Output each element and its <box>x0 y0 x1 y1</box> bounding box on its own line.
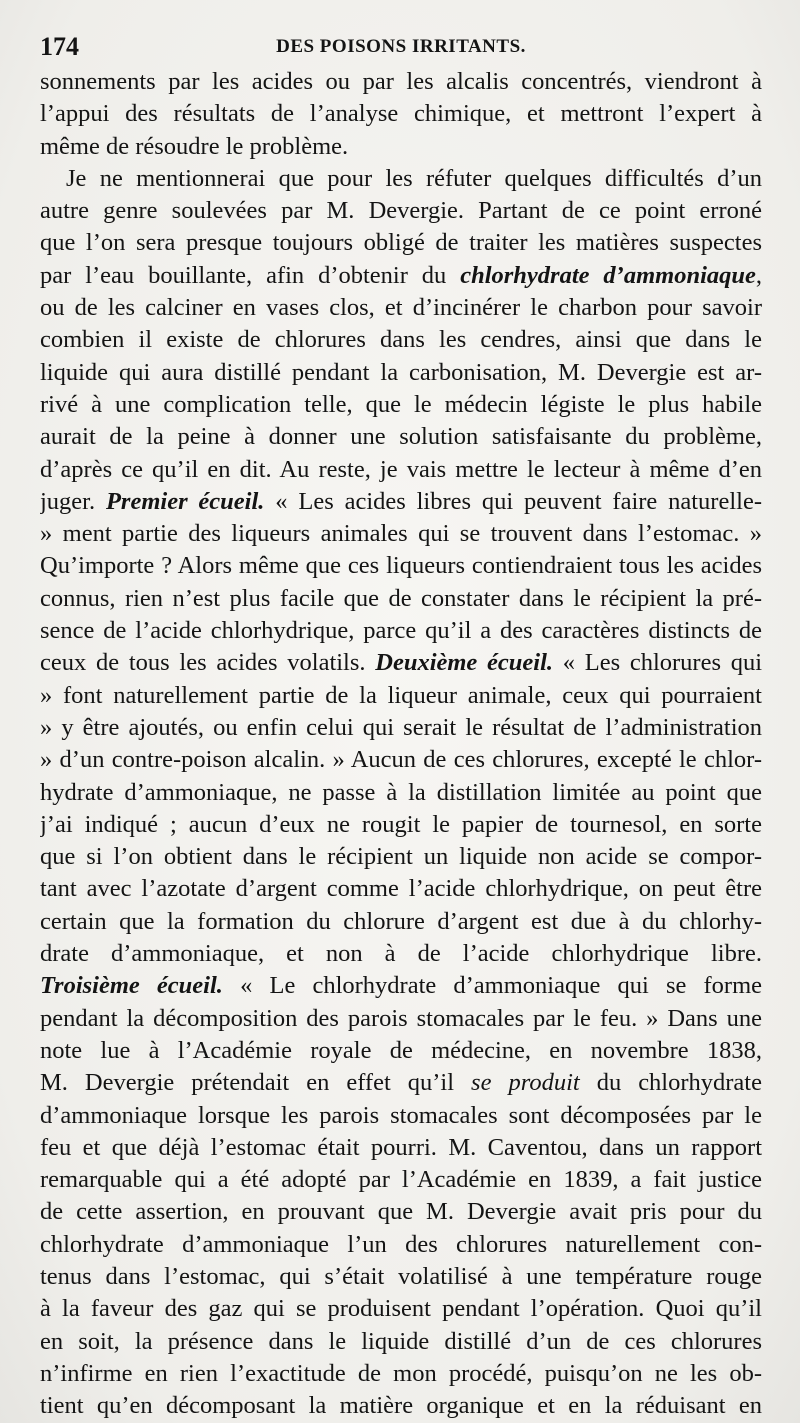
text-line: » font naturellement partie de la liqueur animale, ceux qui pourraient <box>40 681 762 709</box>
text-line: remarquable qui a été adopté par l’Académie en 1839, a fait justice <box>40 1166 762 1194</box>
text-line: rivé à une complication telle, que le médecin légiste le plus habile <box>40 390 762 418</box>
text-line: Troisième écueil. « Le chlorhydrate d’ammoniaque qui se forme <box>40 972 762 1000</box>
text-line: en soit, la présence dans le liquide distillé d’un de ces chlorures <box>40 1327 762 1355</box>
text-line: liquide qui aura distillé pendant la carbonisation, M. Devergie est ar- <box>40 358 762 386</box>
text-line: pendant la décomposition des parois stomacales par le feu. » Dans une <box>40 1004 762 1032</box>
italic-term: se produit <box>471 1069 580 1097</box>
text-line: même de résoudre le problème. <box>40 132 349 160</box>
text-line: note lue à l’Académie royale de médecine, en novembre 1838, <box>40 1036 762 1064</box>
text-line: ceux de tous les acides volatils. Deuxième écueil. « Les chlorures qui <box>40 649 762 677</box>
text-line: feu et que déjà l’estomac était pourri. M. Caventou, dans un rapport <box>40 1133 762 1161</box>
text-line: autre genre soulevées par M. Devergie. Partant de ce point erroné <box>40 197 762 225</box>
text-line: que l’on sera presque toujours obligé de traiter les matières suspectes <box>40 229 762 257</box>
text-line: tant avec l’azotate d’argent comme l’acide chlorhydrique, on peut être <box>40 875 762 903</box>
text-line: » d’un contre-poison alcalin. » Aucun de ces chlorures, excepté le chlor- <box>40 746 762 774</box>
text-line: certain que la formation du chlorure d’argent est due à du chlorhy- <box>40 907 762 935</box>
text-line: n’infirme en rien l’exactitude de mon procédé, puisqu’on ne les ob- <box>40 1359 762 1387</box>
text-line: tient qu’en décomposant la matière organique et en la réduisant en <box>40 1392 762 1420</box>
text-line: à la faveur des gaz qui se produisent pendant l’opération. Quoi qu’il <box>40 1295 762 1323</box>
running-title: DES POISONS IRRITANTS. <box>276 36 526 57</box>
text-line: juger. Premier écueil. « Les acides libres qui peuvent faire naturelle- <box>40 487 762 515</box>
italic-heading: Premier écueil. <box>105 487 265 515</box>
text-line: hydrate d’ammoniaque, ne passe à la distillation limitée au point que <box>40 778 762 806</box>
text-line: sonnements par les acides ou par les alcalis concentrés, viendront à <box>40 68 762 95</box>
page-header <box>40 28 762 60</box>
text-line: » ment partie des liqueurs animales qui se trouvent dans l’estomac. » <box>40 520 762 548</box>
text-line: Qu’importe ? Alors même que ces liqueurs contiendraient tous les acides <box>40 552 762 580</box>
text-line: aurait de la peine à donner une solution satisfaisante du problème, <box>40 423 762 451</box>
text-line: Je ne mentionnerai que pour les réfuter quelques difficultés d’un <box>66 164 762 192</box>
italic-heading: Deuxième écueil. <box>375 649 554 677</box>
text-line: tenus dans l’estomac, qui s’était volatilisé à une température rouge <box>40 1262 762 1290</box>
text-line: l’appui des résultats de l’analyse chimique, et mettront l’expert à <box>40 100 762 128</box>
text-line: de cette assertion, en prouvant que M. Devergie avait pris pour du <box>40 1198 762 1226</box>
text-line: d’après ce qu’il en dit. Au reste, je vais mettre le lecteur à même d’en <box>40 455 762 483</box>
text-line: sence de l’acide chlorhydrique, parce qu’il a des caractères distincts de <box>40 617 762 645</box>
text-line: connus, rien n’est plus facile que de constater dans le récipient la pré- <box>40 584 762 612</box>
italic-term: chlorhydrate d’ammoniaque <box>460 261 756 289</box>
text-line: que si l’on obtient dans le récipient un liquide non acide se compor- <box>40 843 762 871</box>
page-number: 174 <box>40 32 79 61</box>
text-line: combien il existe de chlorures dans les cendres, ainsi que dans le <box>40 326 762 354</box>
italic-heading: Troisième écueil. <box>40 972 223 1000</box>
text-line: d’ammoniaque lorsque les parois stomacales sont décomposées par le <box>40 1101 762 1129</box>
text-line: j’ai indiqué ; aucun d’eux ne rougit le papier de tournesol, en sorte <box>40 810 762 838</box>
text-line: drate d’ammoniaque, et non à de l’acide chlorhydrique libre. <box>40 940 762 968</box>
text-line: ou de les calciner en vases clos, et d’incinérer le charbon pour savoir <box>40 294 762 322</box>
body-text <box>40 66 762 1422</box>
text-line: par l’eau bouillante, afin d’obtenir du chlorhydrate d’ammoniaque, <box>40 261 762 289</box>
text-line: » y être ajoutés, ou enfin celui qui serait le résultat de l’administration <box>40 713 762 741</box>
text-line: M. Devergie prétendait en effet qu’il se produit du chlorhydrate <box>40 1069 762 1097</box>
text-line: chlorhydrate d’ammoniaque l’un des chlorures naturellement con- <box>40 1230 762 1258</box>
